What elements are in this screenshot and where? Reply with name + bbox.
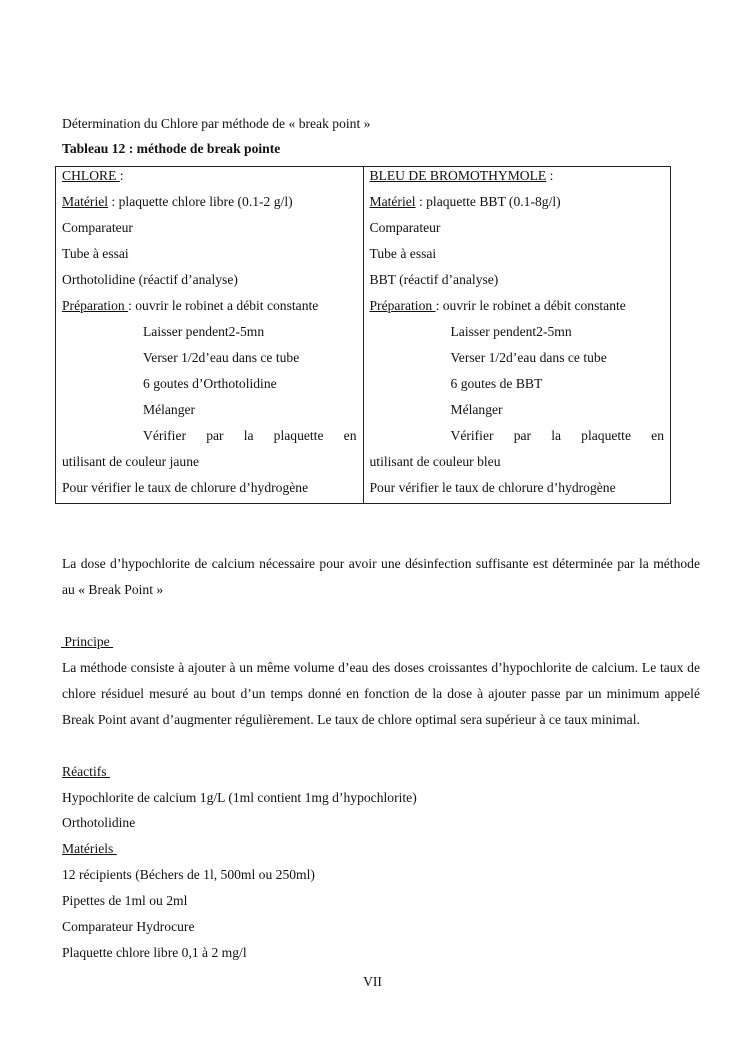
bbt-title-suffix: :	[546, 168, 554, 183]
chlore-title-suffix: :	[119, 168, 124, 183]
chlore-materiel-label: Matériel	[62, 194, 109, 209]
bbt-step-5-word: Vérifier	[450, 428, 494, 443]
materiels-heading: Matériels	[62, 841, 117, 856]
principe-heading: Principe	[61, 634, 114, 649]
table-caption: Tableau 12 : méthode de break pointe	[62, 141, 281, 156]
chlore-prep-value: : ouvrir le robinet a débit constante	[128, 298, 319, 313]
materiel-item: Plaquette chlore libre 0,1 à 2 mg/l	[62, 945, 247, 960]
chlore-materiel-value: : plaquette chlore libre (0.1-2 g/l)	[108, 194, 293, 209]
bbt-column	[363, 167, 671, 504]
bbt-step-3: 6 goutes de BBT	[450, 376, 543, 391]
chlore-column	[56, 167, 364, 504]
chlore-step-5-word: Vérifier	[143, 428, 187, 443]
chlore-prep-label: Préparation	[62, 298, 129, 313]
bbt-prep-label: Préparation	[369, 298, 436, 313]
bbt-prep-value: : ouvrir le robinet a débit constante	[435, 298, 626, 313]
bbt-step-5-word: plaquette	[581, 428, 631, 443]
section-heading: Détermination du Chlore par méthode de « break point »	[62, 116, 371, 131]
principe-paragraph: La méthode consiste à ajouter à un même volume d’eau des doses croissantes d’hypochlorite de calcium. Le taux de chlore résiduel mesuré au bout d’un temps donné en fonction de la dose à ajouter passe par un minimum appelé Break Point avant d’augmenter régulièrement. Le taux de chlore optimal sera supérieur à ce taux minimal.	[62, 660, 700, 727]
chlore-step-4: Mélanger	[143, 402, 196, 417]
chlore-title: CHLORE	[62, 168, 120, 183]
page-number: VII	[363, 974, 382, 989]
bbt-step-5-word: par	[513, 428, 532, 443]
chlore-final: Pour vérifier le taux de chlorure d’hydrogène	[62, 480, 309, 495]
reactifs-heading: Réactifs	[62, 764, 110, 779]
bbt-step-5-word: la	[551, 428, 562, 443]
chlore-step-5-word: en	[343, 428, 357, 443]
chlore-step-5-cont: utilisant de couleur jaune	[62, 454, 200, 469]
bbt-materiel-label: Matériel	[369, 194, 416, 209]
method-table	[55, 166, 671, 504]
reactif-item: Hypochlorite de calcium 1g/L (1ml contient 1mg d’hypochlorite)	[62, 790, 417, 805]
bbt-step-5	[370, 427, 665, 453]
chlore-step-5-word: plaquette	[273, 428, 324, 443]
bbt-final: Pour vérifier le taux de chlorure d’hydrogène	[369, 480, 616, 495]
bbt-reactif: BBT (réactif d’analyse)	[369, 272, 499, 287]
chlore-tube: Tube à essai	[62, 246, 129, 261]
chlore-step-5-word: la	[243, 428, 254, 443]
chlore-reactif: Orthotolidine (réactif d’analyse)	[62, 272, 238, 287]
bbt-tube: Tube à essai	[369, 246, 437, 261]
reactif-item: Orthotolidine	[62, 815, 136, 830]
bbt-step-2: Verser 1/2d’eau dans ce tube	[450, 350, 607, 365]
dose-paragraph: La dose d’hypochlorite de calcium nécessaire pour avoir une désinfection suffisante est déterminée par la méthode au « Break Point »	[62, 556, 700, 597]
bbt-materiel-value: : plaquette BBT (0.1-8g/l)	[415, 194, 561, 209]
chlore-step-5	[62, 427, 357, 453]
bbt-step-5-word: en	[651, 428, 664, 443]
materiel-item: 12 récipients (Béchers de 1l, 500ml ou 250ml)	[62, 867, 315, 882]
chlore-step-5-word: par	[206, 428, 224, 443]
bbt-title: BLEU DE BROMOTHYMOLE	[369, 168, 547, 183]
materiel-item: Pipettes de 1ml ou 2ml	[62, 893, 188, 908]
chlore-comparateur: Comparateur	[62, 220, 133, 235]
bbt-step-5-cont: utilisant de couleur bleu	[369, 454, 501, 469]
materiel-item: Comparateur Hydrocure	[62, 919, 195, 934]
chlore-step-1: Laisser pendent2-5mn	[143, 324, 265, 339]
bbt-step-4: Mélanger	[450, 402, 503, 417]
bbt-step-1: Laisser pendent2-5mn	[450, 324, 572, 339]
chlore-step-3: 6 goutes d’Orthotolidine	[143, 376, 277, 391]
bbt-comparateur: Comparateur	[369, 220, 441, 235]
chlore-step-2: Verser 1/2d’eau dans ce tube	[143, 350, 300, 365]
